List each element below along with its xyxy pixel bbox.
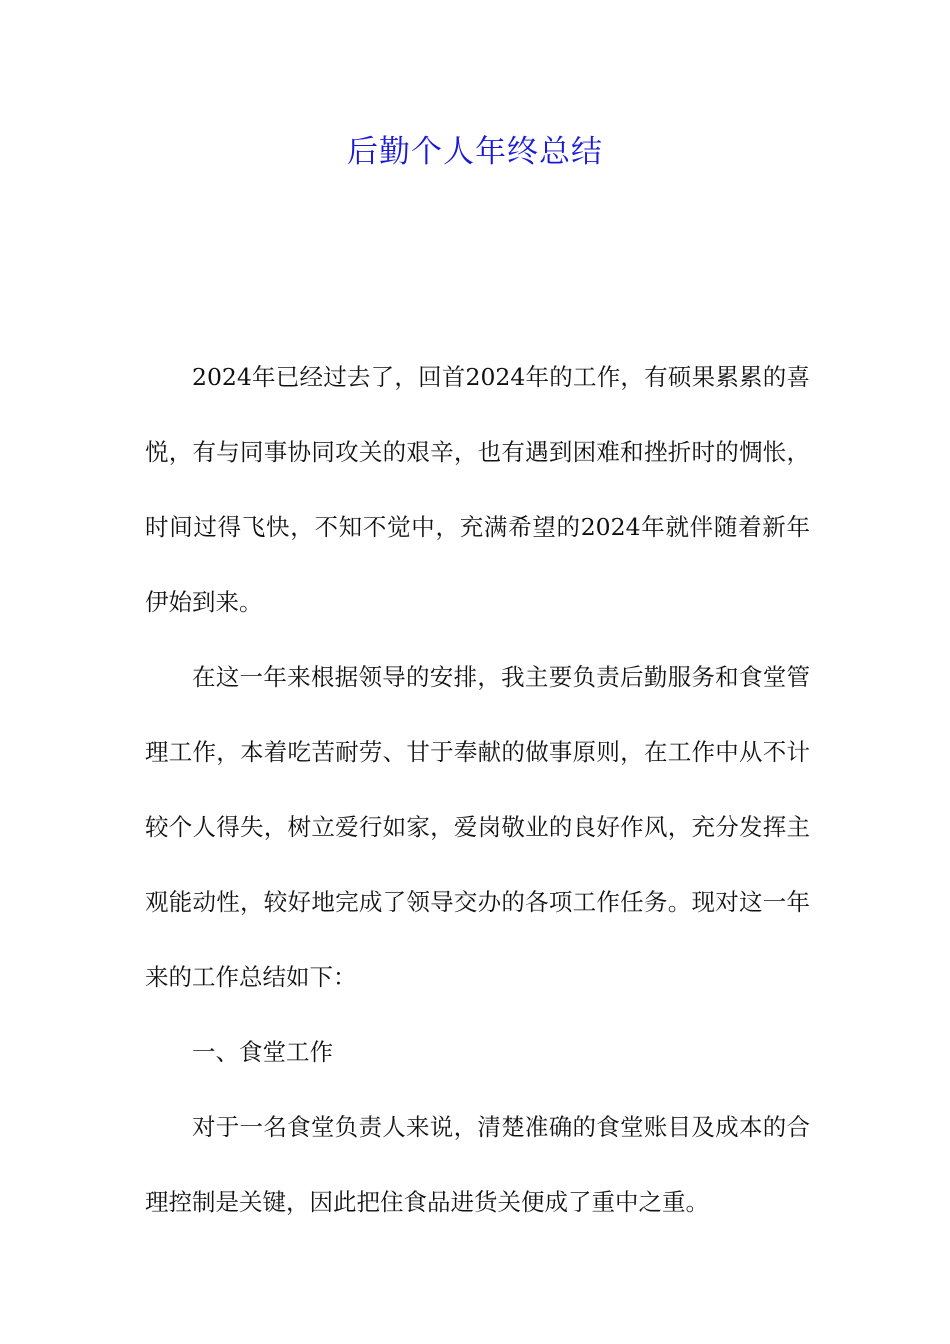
document-body	[145, 340, 810, 1240]
section-heading-canteen: 一、食堂工作	[192, 1038, 333, 1066]
paragraph-intro: 2024年已经过去了，回首2024年的工作，有硕果累累的喜悦，有与同事协同攻关的艰辛，也有遇到困难和挫折时的惆怅，时间过得飞快，不知不觉中，充满希望的2024年就伴随着新年伊始到来。	[145, 363, 810, 616]
paragraph-canteen: 对于一名食堂负责人来说，清楚准确的食堂账目及成本的合理控制是关键，因此把住食品进货关便成了重中之重。	[145, 1113, 810, 1216]
paragraph-responsibilities: 在这一年来根据领导的安排，我主要负责后勤服务和食堂管理工作，本着吃苦耐劳、甘于奉献的做事原则，在工作中从不计较个人得失，树立爱行如家，爱岗敬业的良好作风，充分发挥主观能动性，较好地完成了领导交办的各项工作任务。现对这一年来的工作总结如下：	[145, 663, 810, 991]
document-title: 后勤个人年终总结	[347, 134, 603, 170]
